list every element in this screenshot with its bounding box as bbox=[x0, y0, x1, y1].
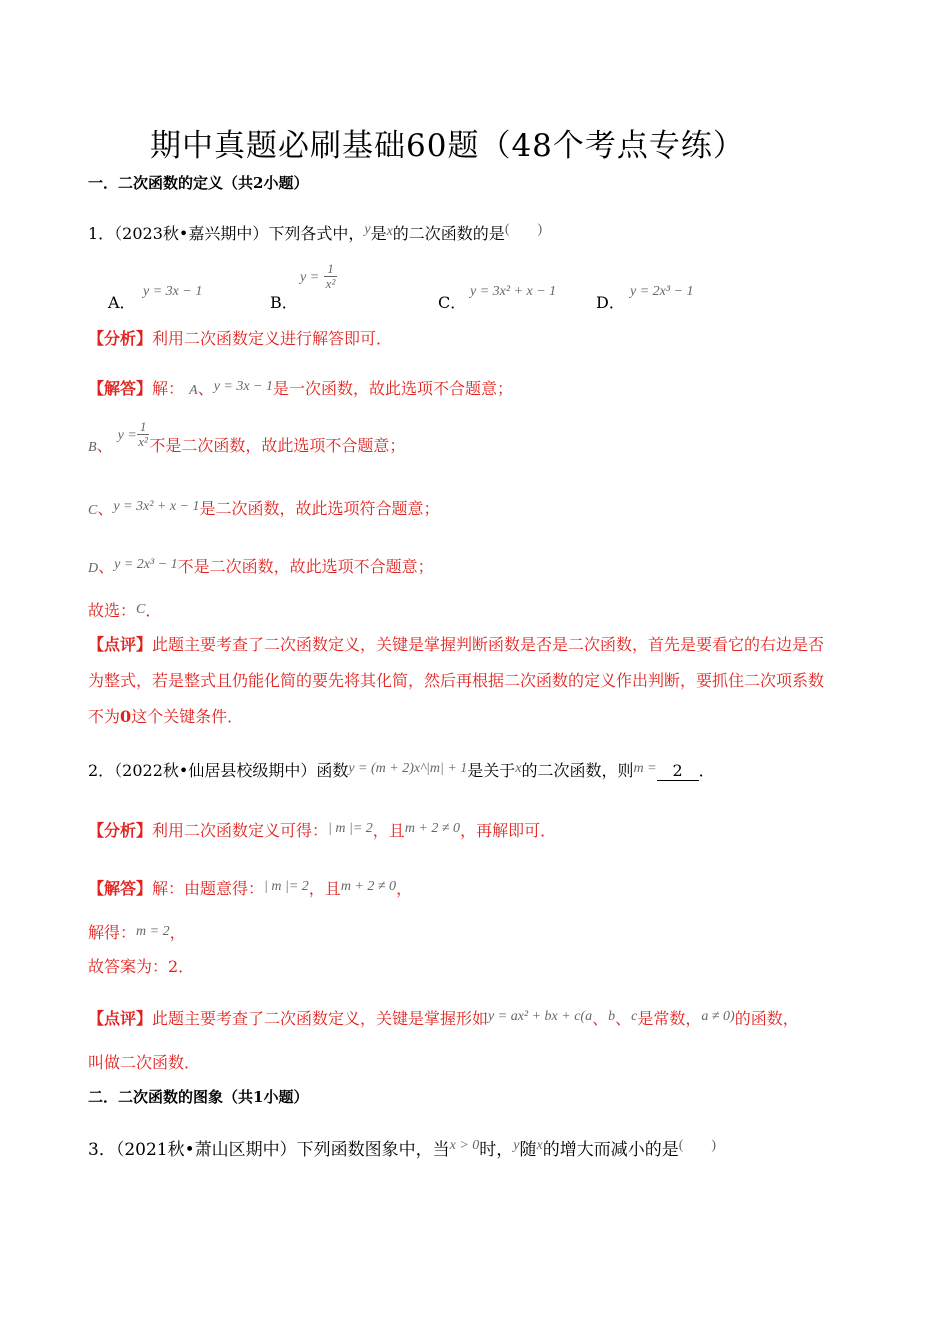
cond-x-gt-0: x > 0 bbox=[449, 1138, 480, 1153]
sol-c-text: 是二次函数，故此选项符合题意； bbox=[199, 499, 440, 518]
question-1-stem bbox=[88, 218, 542, 244]
analysis-text-c: ，再解即可． bbox=[460, 821, 557, 840]
question-1-text-2: 是 bbox=[370, 224, 387, 243]
option-b-expr bbox=[300, 262, 337, 291]
sol-b-text: 不是二次函数，故此选项不合题意； bbox=[149, 436, 406, 455]
solve-end: ， bbox=[169, 923, 186, 942]
section-heading-2: 二．二次函数的图象（共1小题） bbox=[88, 1088, 309, 1106]
option-c-expr: y = 3x² + x − 1 bbox=[470, 284, 557, 299]
option-d-label: D． bbox=[596, 293, 625, 312]
q1-choice bbox=[88, 598, 161, 621]
sol-c-sep: 、 bbox=[97, 499, 114, 518]
var-x: x bbox=[536, 1138, 543, 1153]
sol-c-expr: y = 3x² + x − 1 bbox=[113, 499, 200, 514]
comment-text-a: 此题主要考查了二次函数定义，关键是掌握形如 bbox=[152, 1009, 489, 1028]
option-d-expr: y = 2x³ − 1 bbox=[630, 284, 694, 299]
comment-text-3c: 这个关键条件． bbox=[131, 707, 244, 726]
var-y: y bbox=[364, 222, 371, 237]
q1-solution-a bbox=[88, 376, 513, 399]
solution-text-c: ， bbox=[396, 879, 413, 898]
q2-comment-line-2: 叫做二次函数． bbox=[88, 1053, 201, 1072]
var-x: x bbox=[386, 224, 393, 239]
option-b-fraction bbox=[324, 262, 337, 291]
q1-comment-line-3 bbox=[88, 704, 243, 727]
answer-paren: ( ) bbox=[504, 222, 543, 237]
question-3-text-2: 时， bbox=[479, 1140, 514, 1160]
analysis-text: 利用二次函数定义进行解答即可． bbox=[152, 329, 393, 348]
question-3-text: 3．（2021秋•萧山区期中）下列函数图象中，当 bbox=[88, 1140, 450, 1160]
answer-paren: ( ) bbox=[678, 1138, 717, 1153]
option-b-lhs: y = bbox=[300, 270, 320, 285]
q2-function: y = (m + 2)x^|m| + 1 bbox=[348, 761, 468, 776]
cond-abs-m: | m |= 2 bbox=[264, 879, 309, 894]
analysis-tag: 【分析】 bbox=[88, 821, 153, 840]
comment-text-1: 此题主要考查了二次函数定义，关键是掌握判断函数是否是二次函数，首先是要看它的右边是否 bbox=[152, 635, 825, 654]
comment-cond: a ≠ 0) bbox=[701, 1009, 735, 1024]
option-c-label: C． bbox=[438, 293, 467, 312]
fraction-numerator: 1 bbox=[137, 420, 150, 435]
comment-tag: 【点评】 bbox=[88, 635, 153, 654]
sol-d-letter: D bbox=[88, 561, 99, 576]
q1-solution-c bbox=[88, 496, 440, 519]
q2-final-answer: 故答案为：2． bbox=[88, 957, 195, 976]
solution-text-b: ，且 bbox=[308, 879, 341, 898]
solution-tag: 【解答】 bbox=[88, 379, 153, 398]
solve-expr: m = 2 bbox=[136, 924, 170, 939]
var-c: c bbox=[631, 1009, 638, 1024]
comment-sep-1: 、 bbox=[592, 1009, 609, 1028]
comment-sep-2: 、 bbox=[615, 1009, 632, 1028]
comment-text-3a: 不为 bbox=[88, 707, 121, 726]
comment-expr: y = ax² + bx + c(a bbox=[488, 1009, 593, 1024]
question-2-text: 2．（2022秋•仙居县校级期中）函数 bbox=[88, 761, 349, 780]
q2-solution bbox=[88, 876, 412, 899]
sol-d-expr: y = 2x³ − 1 bbox=[114, 557, 178, 572]
question-2-stem bbox=[88, 758, 715, 781]
choice-end: ． bbox=[145, 601, 162, 620]
q1-comment-line-2: 为整式，若是整式且仍能化简的要先将其化简，然后再根据二次函数的定义作出判断，要抓住二次项系数 bbox=[88, 671, 825, 690]
var-m-eq: m = bbox=[633, 761, 657, 776]
analysis-text-b: ，且 bbox=[372, 821, 405, 840]
question-3-text-4: 的增大而减小的是 bbox=[542, 1140, 679, 1160]
fraction-numerator: 1 bbox=[324, 262, 337, 277]
section-heading-1: 一．二次函数的定义（共2小题） bbox=[88, 174, 309, 192]
sol-b-letter: B bbox=[88, 440, 97, 455]
comment-text-d: 是常数， bbox=[637, 1009, 702, 1028]
fraction-denominator: x² bbox=[325, 276, 336, 291]
sol-a-letter: A bbox=[189, 383, 198, 398]
analysis-tag: 【分析】 bbox=[88, 329, 153, 348]
question-2-end: ． bbox=[698, 761, 715, 780]
q1-solution-d bbox=[88, 554, 434, 577]
solution-text-a: 解：由题意得： bbox=[152, 879, 265, 898]
cond-m-plus-2: m + 2 ≠ 0 bbox=[340, 879, 397, 894]
question-3-stem bbox=[88, 1134, 716, 1160]
question-2-text-3: 的二次函数，则 bbox=[521, 761, 634, 780]
var-y: y bbox=[513, 1138, 520, 1153]
choice-value: C bbox=[136, 602, 146, 617]
q1-solution-b bbox=[88, 420, 405, 456]
question-2-text-2: 是关于 bbox=[467, 761, 516, 780]
solution-head: 解： bbox=[152, 379, 185, 398]
sol-a-sep: 、 bbox=[197, 379, 214, 398]
sol-b-fraction bbox=[137, 420, 150, 449]
comment-text-e: 的函数， bbox=[734, 1009, 799, 1028]
page-title: 期中真题必刷基础60题（48个考点专练） bbox=[150, 128, 745, 164]
solve-text: 解得： bbox=[88, 923, 137, 942]
question-1-text: 1．（2023秋•嘉兴期中）下列各式中， bbox=[88, 224, 365, 243]
var-x: x bbox=[515, 761, 522, 776]
analysis-text-a: 利用二次函数定义可得： bbox=[152, 821, 329, 840]
cond-m-plus-2: m + 2 ≠ 0 bbox=[404, 821, 461, 836]
answer-blank: 2 bbox=[657, 761, 699, 781]
cond-abs-m: | m |= 2 bbox=[328, 821, 373, 836]
q2-comment-line-1 bbox=[88, 1006, 799, 1029]
var-b: b bbox=[608, 1009, 616, 1024]
option-a-label: A． bbox=[108, 293, 136, 312]
fraction-denominator: x² bbox=[138, 434, 148, 449]
q2-analysis bbox=[88, 818, 556, 841]
sol-c-letter: C bbox=[88, 503, 98, 518]
sol-b-sep: 、 bbox=[96, 436, 113, 455]
sol-a-text: 是一次函数，故此选项不合题意； bbox=[273, 379, 514, 398]
question-1-text-3: 的二次函数的是 bbox=[392, 224, 505, 243]
comment-tag: 【点评】 bbox=[88, 1009, 153, 1028]
sol-a-expr: y = 3x − 1 bbox=[213, 379, 274, 394]
q1-comment-line-1 bbox=[88, 632, 824, 655]
option-a-expr: y = 3x − 1 bbox=[143, 284, 203, 299]
choice-text: 故选： bbox=[88, 601, 137, 620]
sol-d-sep: 、 bbox=[98, 557, 115, 576]
sol-b-lhs: y = bbox=[117, 428, 137, 443]
sol-d-text: 不是二次函数，故此选项不合题意； bbox=[177, 557, 434, 576]
option-b-label: B． bbox=[270, 293, 298, 312]
comment-zero: 0 bbox=[120, 707, 132, 726]
question-3-text-3: 随 bbox=[519, 1140, 537, 1160]
solution-tag: 【解答】 bbox=[88, 879, 153, 898]
q1-analysis bbox=[88, 326, 392, 349]
q2-solve bbox=[88, 920, 186, 943]
